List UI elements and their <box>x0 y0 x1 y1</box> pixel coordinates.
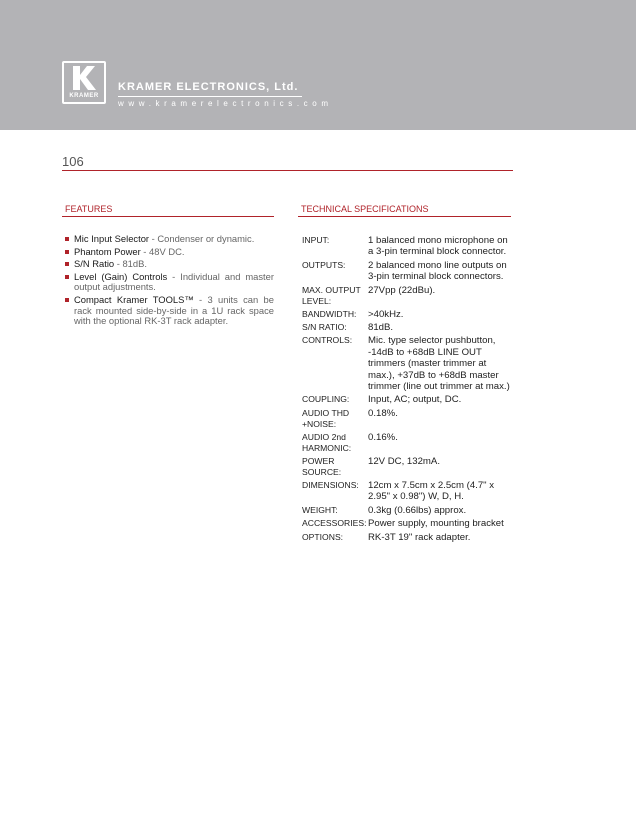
page-number-rule <box>62 170 513 171</box>
spec-value: 12cm x 7.5cm x 2.5cm (4.7" x 2.95" x 0.98") W, D, H. <box>368 479 495 503</box>
feature-name: Phantom Power <box>74 245 141 257</box>
feature-desc: - 3 units can be rack mounted side-by-side in a 1U rack space with the optional RK-3T rack adapter. <box>74 293 274 327</box>
features-rule <box>62 216 274 217</box>
specs-title: TECHNICAL SPECIFICATIONS <box>301 204 429 214</box>
feature-item <box>65 259 274 270</box>
spec-value: 0.3kg (0.66lbs) approx. <box>368 504 467 516</box>
bullet-square-icon <box>65 262 69 266</box>
bullet-square-icon <box>65 237 69 241</box>
spec-row <box>302 235 514 260</box>
spec-label: ACCESSORIES: <box>302 518 367 529</box>
spec-value: 2 balanced mono line outputs on 3-pin terminal block connectors. <box>368 259 507 283</box>
feature-name: Level (Gain) Controls <box>74 270 168 282</box>
feature-desc: - Individual and master output adjustments. <box>74 270 274 293</box>
company-website: www.kramerelectronics.com <box>118 99 333 108</box>
spec-value: 0.18%. <box>368 407 398 419</box>
spec-row <box>302 480 514 505</box>
spec-row <box>302 335 514 394</box>
spec-row <box>302 432 514 456</box>
spec-value: >40kHz. <box>368 308 404 320</box>
feature-item <box>65 247 274 258</box>
spec-row <box>302 260 514 285</box>
specs-rule <box>298 216 511 217</box>
spec-value: 27Vpp (22dBu). <box>368 284 436 296</box>
spec-label: OUTPUTS: <box>302 259 346 270</box>
feature-desc: - Condenser or dynamic. <box>149 233 255 244</box>
spec-value: Mic. type selector pushbutton, -14dB to +68dB LINE OUT trimmers (master trimmer at max.), +37dB to +68dB master trimmer (line out trimmer at max.) <box>368 335 510 393</box>
spec-value: Input, AC; output, DC. <box>368 394 462 406</box>
spec-row <box>302 518 514 531</box>
spec-label: DIMENSIONS: <box>302 479 359 490</box>
spec-row <box>302 285 514 309</box>
feature-desc: - 48V DC. <box>140 245 185 257</box>
spec-label: AUDIO THD +NOISE: <box>302 407 350 429</box>
feature-item <box>65 272 274 293</box>
spec-row <box>302 456 514 480</box>
feature-name: Compact Kramer TOOLS™ <box>74 293 194 305</box>
spec-value: RK-3T 19" rack adapter. <box>368 531 471 543</box>
spec-label: INPUT: <box>302 235 330 245</box>
feature-desc: - 81dB. <box>114 258 147 270</box>
spec-row <box>302 408 514 432</box>
spec-value: 0.16%. <box>368 431 398 443</box>
k-logo-icon <box>64 63 104 92</box>
spec-value: Power supply, mounting bracket <box>368 518 504 530</box>
spec-label: OPTIONS: <box>302 531 344 542</box>
spec-row <box>302 394 514 407</box>
spec-row <box>302 309 514 322</box>
brand-divider <box>118 96 302 97</box>
features-title: FEATURES <box>65 204 113 214</box>
bullet-square-icon <box>65 275 69 279</box>
logo-wordmark: KRAMER <box>69 93 99 99</box>
specs-table <box>302 235 514 545</box>
spec-row <box>302 532 514 545</box>
spec-label: MAX. OUTPUT LEVEL: <box>302 284 361 306</box>
features-list <box>65 234 274 329</box>
page-header <box>0 0 636 130</box>
spec-label: AUDIO 2nd HARMONIC: <box>302 431 352 453</box>
spec-row <box>302 322 514 335</box>
bullet-square-icon <box>65 250 69 254</box>
spec-label: S/N RATIO: <box>302 322 347 333</box>
spec-label: BANDWIDTH: <box>302 308 357 319</box>
bullet-square-icon <box>65 298 69 302</box>
kramer-logo <box>62 61 106 104</box>
spec-label: COUPLING: <box>302 394 350 405</box>
spec-value: 81dB. <box>368 322 394 334</box>
feature-item <box>65 234 274 245</box>
page-number: 106 <box>62 154 84 169</box>
feature-name: S/N Ratio <box>74 258 115 270</box>
company-name: KRAMER ELECTRONICS, Ltd. <box>118 81 299 93</box>
spec-label: WEIGHT: <box>302 504 338 515</box>
spec-value: 1 balanced mono microphone on a 3-pin terminal block connector. <box>368 235 508 258</box>
spec-value: 12V DC, 132mA. <box>368 455 440 467</box>
feature-item <box>65 295 274 327</box>
spec-row <box>302 505 514 518</box>
spec-label: POWER SOURCE: <box>302 455 342 477</box>
spec-label: CONTROLS: <box>302 335 353 346</box>
feature-name: Mic Input Selector <box>74 233 150 244</box>
